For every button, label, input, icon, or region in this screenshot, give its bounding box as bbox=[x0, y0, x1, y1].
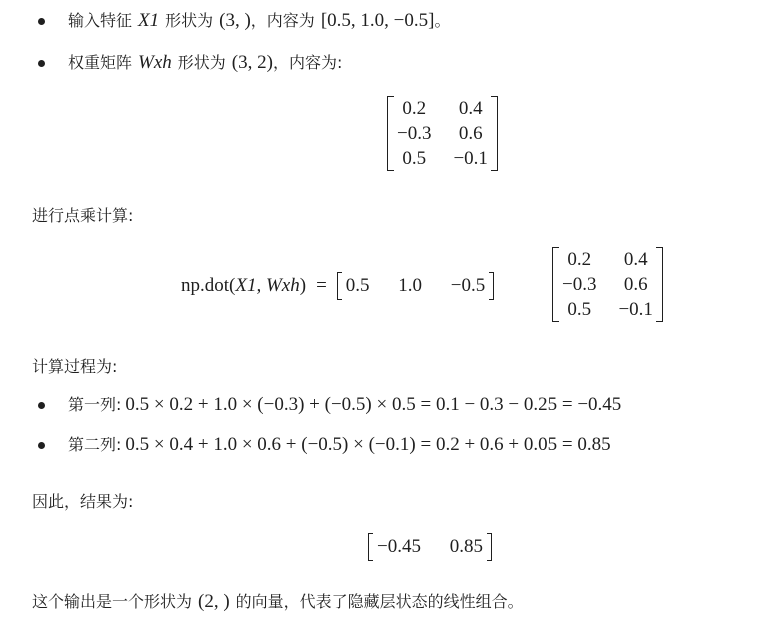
text: 进行点乘计算: bbox=[32, 206, 134, 225]
eq-close: ) bbox=[299, 275, 307, 296]
text: 第一列: bbox=[68, 395, 122, 414]
bracket-right bbox=[491, 96, 498, 171]
text: 权重矩阵 bbox=[68, 53, 133, 72]
weight-matrix-in-equation bbox=[552, 247, 663, 322]
bracket-right bbox=[487, 533, 492, 561]
text: 。 bbox=[434, 11, 451, 30]
math-shape: (3, 2) bbox=[231, 52, 273, 73]
result-intro-paragraph bbox=[32, 489, 133, 512]
text: 因此，结果为: bbox=[32, 492, 134, 511]
matrix-grid bbox=[559, 247, 656, 322]
eq-func: np.dot( bbox=[181, 275, 236, 296]
weight-matrix-display bbox=[387, 96, 498, 171]
text: 第二列: bbox=[68, 435, 122, 454]
text: ，内容为 bbox=[250, 11, 315, 30]
math-expression: 0.5 × 0.2 + 1.0 × (−0.3) + (−0.5) × 0.5 = 0.1 − 0.3 − 0.25 = −0.45 bbox=[125, 394, 622, 415]
vector-cell: 0.5 bbox=[345, 275, 370, 296]
dot-equation bbox=[181, 272, 494, 300]
text: 计算过程为: bbox=[32, 357, 118, 376]
matrix-cell: 0.5 bbox=[567, 299, 592, 320]
list-bullet bbox=[38, 442, 45, 449]
list-bullet bbox=[38, 402, 45, 409]
text: ，内容为: bbox=[272, 53, 343, 72]
matrix-cell: −0.1 bbox=[618, 299, 653, 320]
math-var: Wxh bbox=[138, 52, 172, 73]
result-vector bbox=[368, 533, 492, 567]
matrix-cell: 0.6 bbox=[623, 274, 648, 295]
matrix-cell: 0.2 bbox=[567, 249, 592, 270]
matrix-grid bbox=[394, 96, 491, 171]
conclusion-paragraph bbox=[32, 589, 524, 613]
bracket-left bbox=[387, 96, 394, 171]
matrix-cell: 0.5 bbox=[402, 148, 427, 169]
bracket-right bbox=[656, 247, 663, 322]
matrix-cell: −0.3 bbox=[562, 274, 597, 295]
vector-cell: 0.85 bbox=[449, 536, 483, 557]
list-item-input-feature bbox=[68, 8, 450, 32]
list-item-column-2 bbox=[68, 432, 611, 456]
vector-cell: −0.45 bbox=[377, 536, 421, 557]
input-row-vector bbox=[337, 272, 494, 300]
eq-args: X1, Wxh bbox=[235, 275, 300, 296]
matrix-cell: 0.4 bbox=[623, 249, 648, 270]
bracket-left bbox=[552, 247, 559, 322]
matrix-cell: 0.2 bbox=[402, 98, 427, 119]
math-expression: 0.5 × 0.4 + 1.0 × 0.6 + (−0.5) × (−0.1) = 0.2 + 0.6 + 0.05 = 0.85 bbox=[125, 434, 611, 455]
text: 形状为 bbox=[165, 11, 214, 30]
text: 的向量，代表了隐藏层状态的线性组合。 bbox=[235, 592, 524, 611]
bracket-right bbox=[489, 272, 494, 300]
text: 形状为 bbox=[177, 53, 226, 72]
matrix-cell: −0.1 bbox=[453, 148, 488, 169]
eq-equals: = bbox=[316, 275, 327, 296]
process-intro-paragraph bbox=[32, 354, 117, 377]
matrix-cell: 0.6 bbox=[458, 123, 483, 144]
math-shape: (3, ) bbox=[219, 10, 251, 31]
list-item-weight-matrix bbox=[68, 50, 342, 74]
matrix-cell: −0.3 bbox=[397, 123, 432, 144]
math-shape: (2, ) bbox=[198, 591, 230, 612]
text: 输入特征 bbox=[68, 11, 133, 30]
list-bullet bbox=[38, 18, 45, 25]
result-row-vector bbox=[368, 533, 492, 561]
dot-intro-paragraph bbox=[32, 203, 133, 226]
vector-cell: 1.0 bbox=[398, 275, 423, 296]
math-var: X1 bbox=[138, 10, 160, 31]
vector-cell: −0.5 bbox=[450, 275, 486, 296]
list-item-column-1 bbox=[68, 392, 621, 416]
matrix-cell: 0.4 bbox=[458, 98, 483, 119]
text: 这个输出是一个形状为 bbox=[32, 592, 193, 611]
math-content: [0.5, 1.0, −0.5] bbox=[320, 10, 435, 31]
list-bullet bbox=[38, 60, 45, 67]
